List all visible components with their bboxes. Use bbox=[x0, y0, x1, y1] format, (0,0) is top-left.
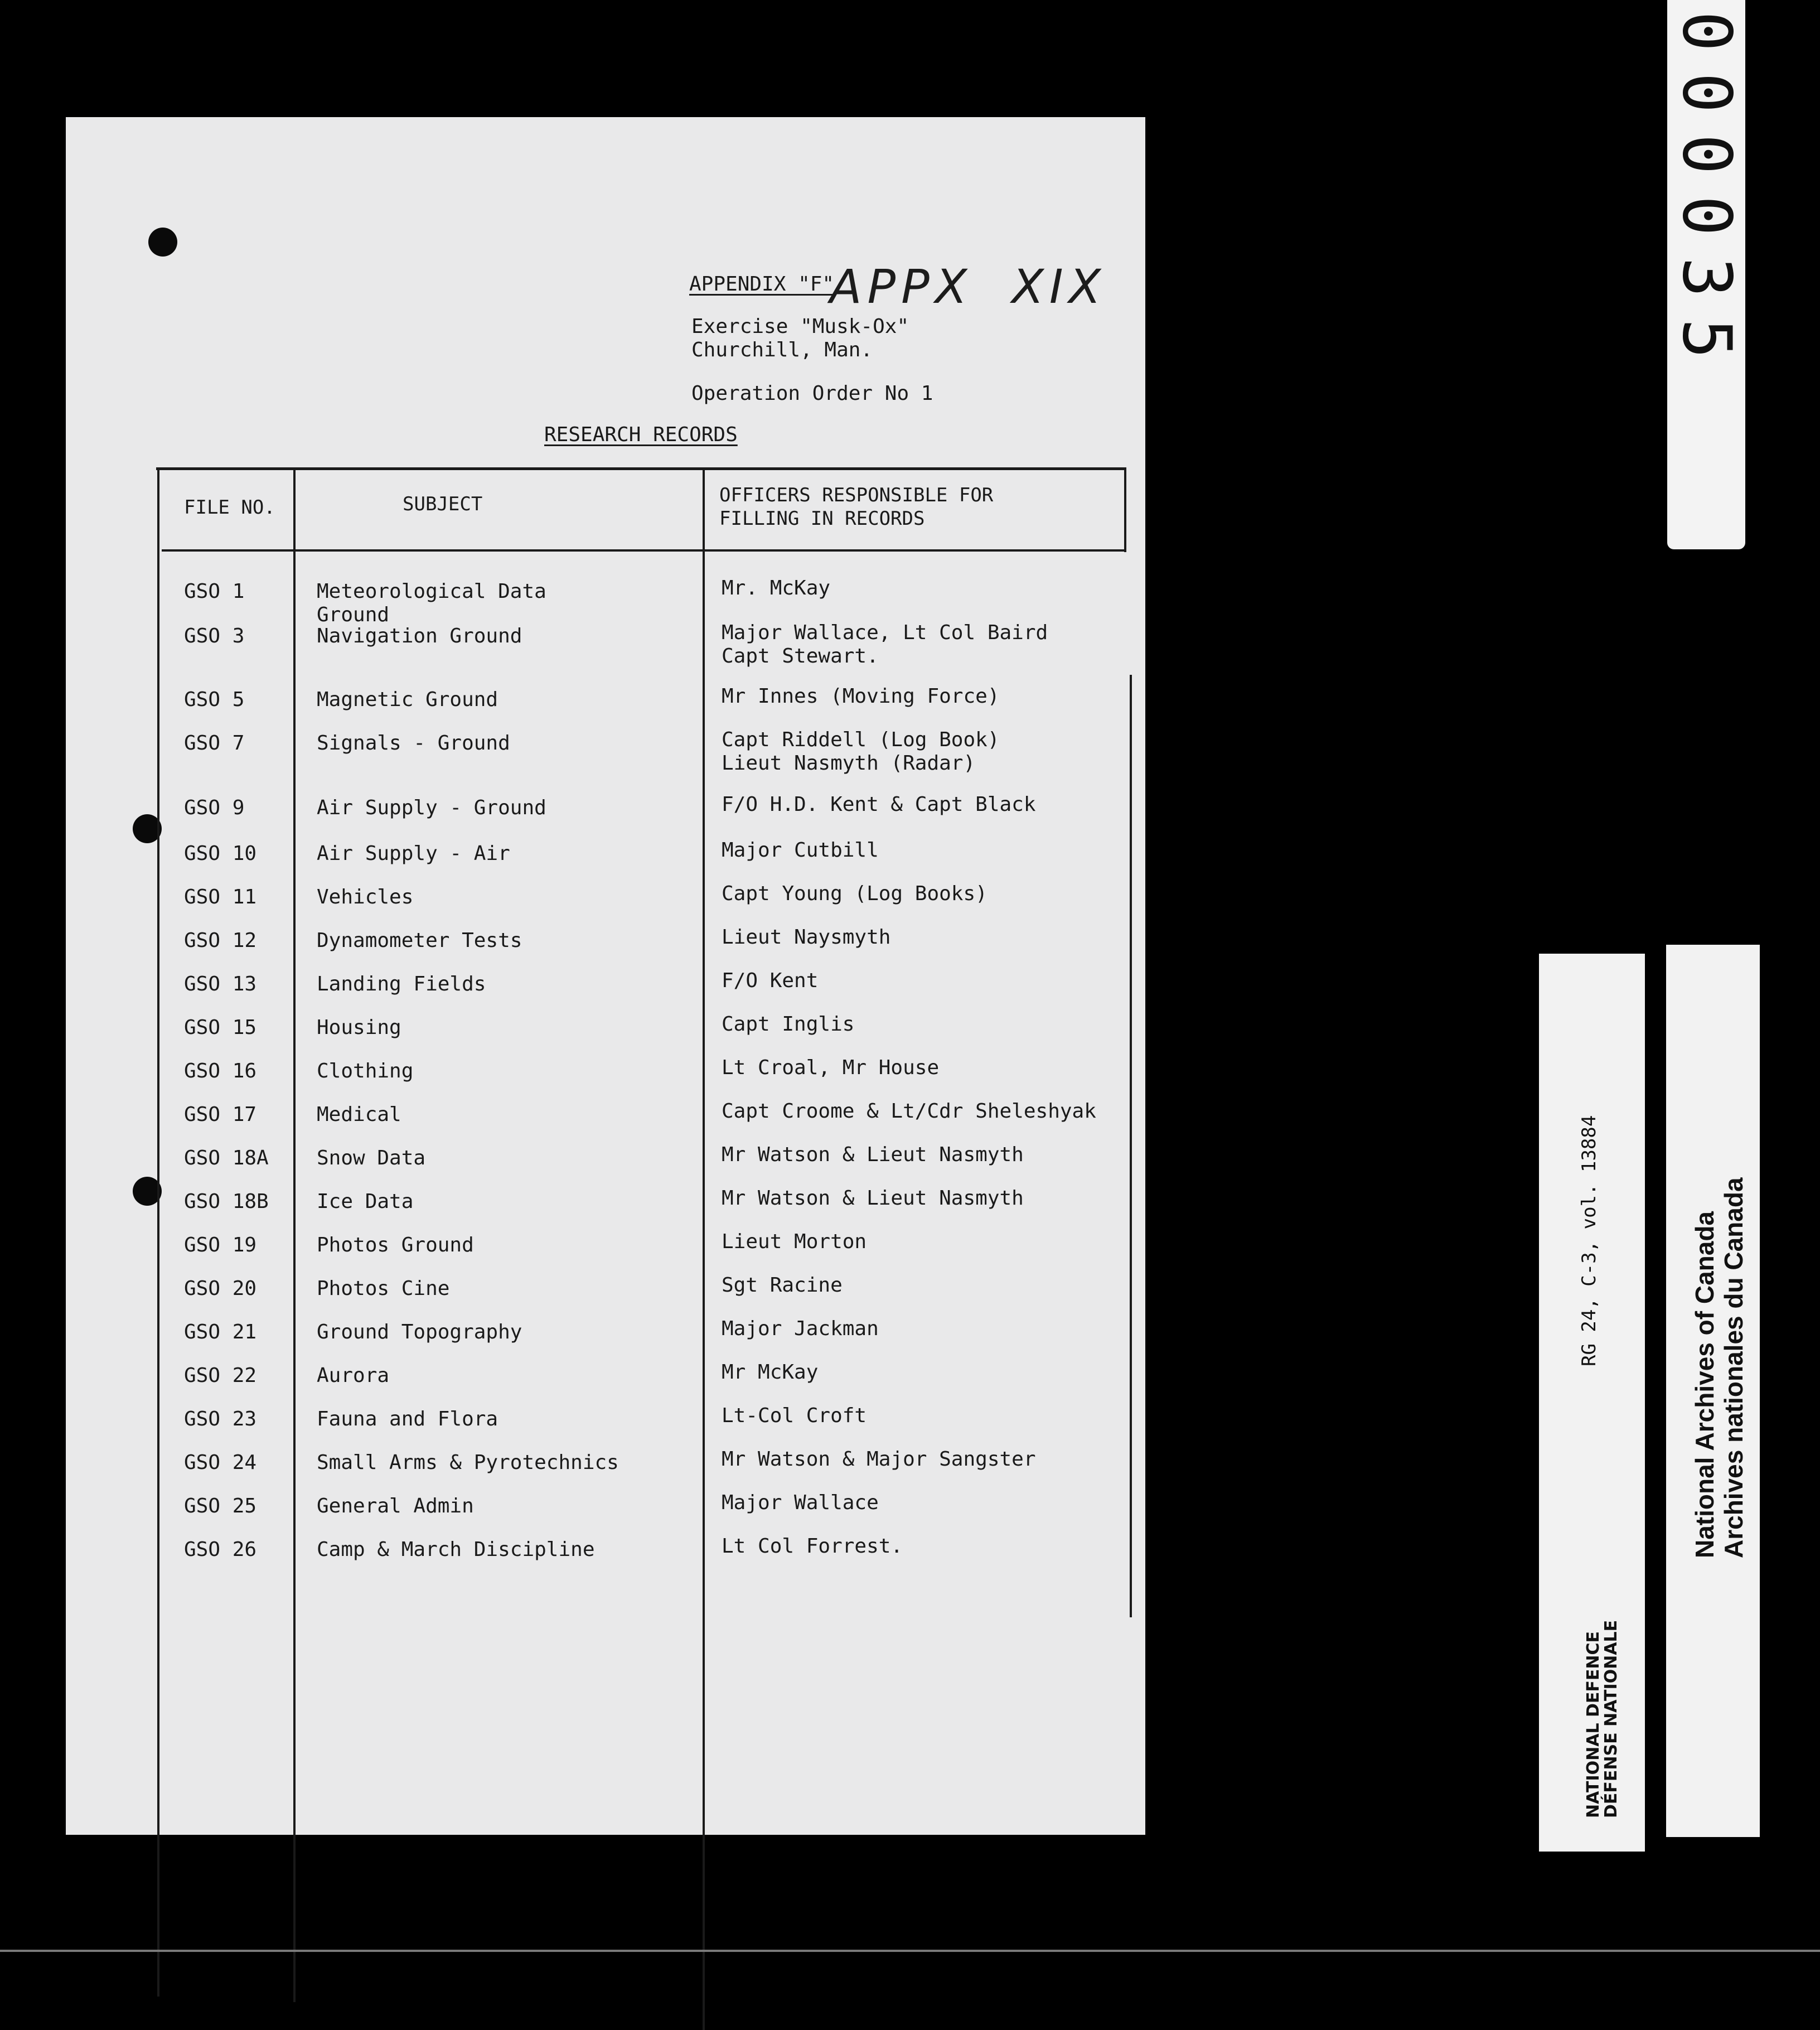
responsible-officers: Capt Riddell (Log Book) bbox=[722, 728, 1000, 751]
responsible-officers: Mr McKay bbox=[722, 1361, 819, 1384]
file-number: GSO 22 bbox=[184, 1364, 257, 1387]
file-number: GSO 24 bbox=[184, 1451, 257, 1474]
file-number: GSO 16 bbox=[184, 1060, 257, 1082]
file-number: GSO 12 bbox=[184, 929, 257, 952]
record-subject: Snow Data bbox=[317, 1147, 426, 1169]
record-subject: Air Supply - Air bbox=[317, 842, 510, 865]
responsible-officers: Mr. McKay bbox=[722, 577, 831, 600]
record-subject: Aurora bbox=[317, 1364, 390, 1387]
table-left-rule bbox=[157, 468, 159, 1997]
frame-number-strip bbox=[1667, 0, 1745, 549]
table-col2-rule bbox=[703, 468, 705, 2030]
record-subject: Housing bbox=[317, 1016, 401, 1039]
responsible-officers: Lieut Morton bbox=[722, 1230, 867, 1253]
file-number: GSO 15 bbox=[184, 1016, 257, 1039]
reference-label bbox=[1539, 954, 1645, 1852]
responsible-officers: Lt-Col Croft bbox=[722, 1404, 867, 1427]
table-right-rule bbox=[1124, 468, 1126, 552]
responsible-officers: Major Wallace bbox=[722, 1491, 879, 1514]
record-subject: Ice Data bbox=[317, 1190, 414, 1213]
department-english: NATIONAL DEFENCE bbox=[1584, 1631, 1603, 1818]
punch-hole-top bbox=[148, 228, 177, 257]
file-number: GSO 18A bbox=[184, 1147, 269, 1169]
exercise-name: Exercise "Musk-Ox" bbox=[691, 315, 909, 338]
column-header-subject: SUBJECT bbox=[403, 493, 483, 515]
handwritten-appendix-note: APPX XIX bbox=[830, 259, 1107, 314]
file-number: GSO 26 bbox=[184, 1538, 257, 1561]
record-subject: General Admin bbox=[317, 1495, 474, 1517]
responsible-officers: Lieut Nasmyth (Radar) bbox=[722, 752, 976, 775]
table-header-rule bbox=[162, 549, 1126, 552]
responsible-officers: Major Cutbill bbox=[722, 839, 879, 862]
archives-name-english: National Archives of Canada bbox=[1690, 1211, 1719, 1558]
responsible-officers: Mr Watson & Major Sangster bbox=[722, 1448, 1036, 1471]
record-subject: Magnetic Ground bbox=[317, 688, 498, 711]
table-right-lower-rule bbox=[1130, 675, 1132, 1617]
department-french: DÉFENSE NATIONALE bbox=[1601, 1620, 1621, 1818]
responsible-officers: Lt Col Forrest. bbox=[722, 1535, 903, 1558]
record-subject: Navigation Ground bbox=[317, 625, 522, 647]
table-top-rule bbox=[156, 467, 1126, 470]
record-subject: Small Arms & Pyrotechnics bbox=[317, 1451, 619, 1474]
file-number: GSO 18B bbox=[184, 1190, 269, 1213]
responsible-officers: Mr Watson & Lieut Nasmyth bbox=[722, 1187, 1024, 1210]
exercise-location: Churchill, Man. bbox=[691, 339, 873, 361]
archives-label bbox=[1666, 945, 1760, 1837]
responsible-officers: Major Jackman bbox=[722, 1317, 879, 1340]
record-subject: Meteorological Data bbox=[317, 580, 546, 603]
record-subject: Ground bbox=[317, 603, 390, 626]
record-subject: Medical bbox=[317, 1103, 401, 1126]
file-number: GSO 13 bbox=[184, 973, 257, 995]
responsible-officers: Capt Inglis bbox=[722, 1013, 855, 1036]
record-subject: Photos Ground bbox=[317, 1234, 474, 1256]
scan-edge-line bbox=[0, 1950, 1820, 1952]
responsible-officers: Lieut Naysmyth bbox=[722, 926, 891, 949]
document-page bbox=[66, 117, 1145, 1835]
responsible-officers: Mr Watson & Lieut Nasmyth bbox=[722, 1143, 1024, 1166]
file-number: GSO 19 bbox=[184, 1234, 257, 1256]
file-number: GSO 17 bbox=[184, 1103, 257, 1126]
appendix-heading: APPENDIX "F" bbox=[689, 273, 835, 296]
record-subject: Signals - Ground bbox=[317, 732, 510, 755]
file-number: GSO 9 bbox=[184, 796, 245, 819]
file-number: GSO 20 bbox=[184, 1277, 257, 1300]
file-number: GSO 1 bbox=[184, 580, 245, 603]
file-number: GSO 23 bbox=[184, 1408, 257, 1430]
record-subject: Camp & March Discipline bbox=[317, 1538, 595, 1561]
responsible-officers: Lt Croal, Mr House bbox=[722, 1056, 940, 1079]
archives-name-french: Archives nationales du Canada bbox=[1719, 1177, 1748, 1558]
record-subject: Landing Fields bbox=[317, 973, 486, 995]
column-header-officers-line2: FILLING IN RECORDS bbox=[719, 508, 925, 530]
document-title: RESEARCH RECORDS bbox=[544, 423, 738, 446]
operation-order: Operation Order No 1 bbox=[691, 382, 933, 405]
file-number: GSO 7 bbox=[184, 732, 245, 755]
record-subject: Air Supply - Ground bbox=[317, 796, 546, 819]
file-number: GSO 11 bbox=[184, 886, 257, 908]
archival-reference: RG 24, C-3, vol. 13884 bbox=[1578, 1115, 1600, 1366]
record-subject: Dynamometer Tests bbox=[317, 929, 522, 952]
record-subject: Photos Cine bbox=[317, 1277, 450, 1300]
responsible-officers: Capt Young (Log Books) bbox=[722, 882, 988, 905]
responsible-officers: Capt Croome & Lt/Cdr Sheleshyak bbox=[722, 1100, 1096, 1123]
column-header-file-no: FILE NO. bbox=[184, 496, 275, 519]
responsible-officers: Major Wallace, Lt Col Baird bbox=[722, 621, 1048, 644]
responsible-officers: F/O Kent bbox=[722, 969, 819, 992]
file-number: GSO 5 bbox=[184, 688, 245, 711]
record-subject: Vehicles bbox=[317, 886, 414, 908]
record-subject: Ground Topography bbox=[317, 1321, 522, 1343]
record-subject: Fauna and Flora bbox=[317, 1408, 498, 1430]
file-number: GSO 10 bbox=[184, 842, 257, 865]
frame-number: 000035 bbox=[1667, 11, 1745, 380]
responsible-officers: Mr Innes (Moving Force) bbox=[722, 685, 1000, 708]
table-col1-rule bbox=[293, 468, 296, 2002]
responsible-officers: F/O H.D. Kent & Capt Black bbox=[722, 793, 1036, 816]
file-number: GSO 21 bbox=[184, 1321, 257, 1343]
file-number: GSO 25 bbox=[184, 1495, 257, 1517]
responsible-officers: Capt Stewart. bbox=[722, 645, 879, 668]
file-number: GSO 3 bbox=[184, 625, 245, 647]
responsible-officers: Sgt Racine bbox=[722, 1274, 843, 1297]
column-header-officers-line1: OFFICERS RESPONSIBLE FOR bbox=[719, 484, 994, 506]
record-subject: Clothing bbox=[317, 1060, 414, 1082]
